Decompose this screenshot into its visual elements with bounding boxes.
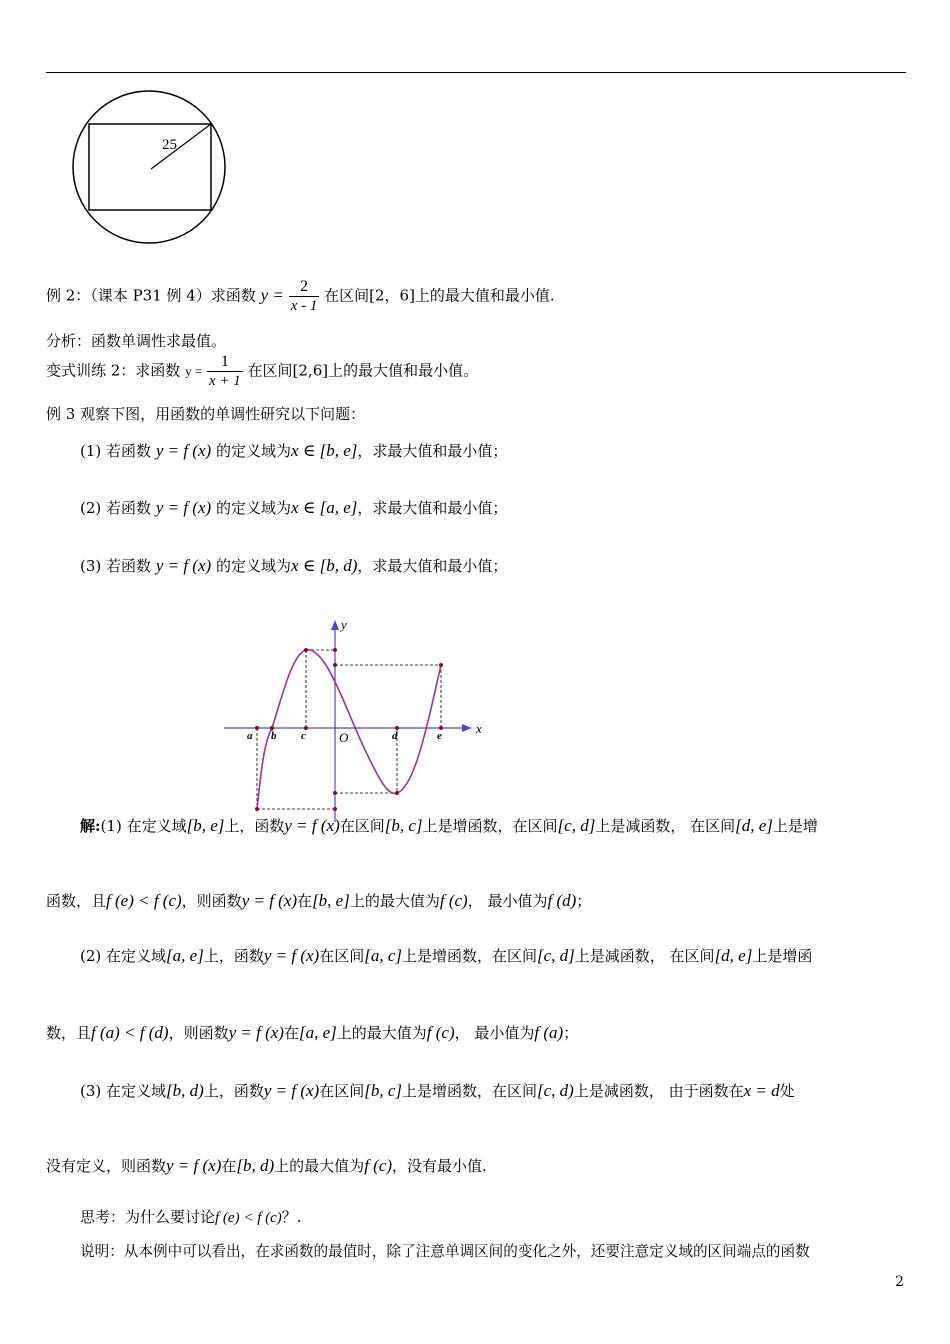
radius-line (151, 124, 211, 169)
math-run: [a, c] (364, 946, 402, 965)
text-run: ？. (281, 1208, 302, 1226)
text-run: 上是增函数，在区间 (401, 947, 537, 965)
solution-3-line-1 (80, 1080, 795, 1101)
math-run: [d, e] (735, 816, 773, 835)
math-run: [c, d] (557, 816, 596, 835)
note-line: 说明：从本例中可以看出，在求函数的最值时，除了注意单调区间的变化之外，还要注意定义域的区间端点的函数 (80, 1243, 810, 1260)
math-run: x = d (743, 1081, 780, 1100)
text-run: (1) 在定义域 (100, 817, 187, 835)
math-run: y = f (x) (228, 1023, 284, 1042)
example-3-line: 例 3 观察下图，用函数的单调性研究以下问题： (46, 405, 366, 423)
math-run: f (c) (426, 1023, 455, 1042)
solution-1-line-1 (80, 815, 818, 836)
math-run: [c, d) (537, 1081, 574, 1100)
text-run: 上，函数 (224, 817, 285, 835)
math-run: f (c) (364, 1156, 393, 1175)
text-run: ； (563, 1024, 579, 1042)
solution-1-line-2 (46, 890, 591, 911)
origin-label: O (339, 730, 349, 745)
x-label-c: c (301, 730, 306, 742)
cubic-function-graph (220, 612, 500, 827)
text-run: ， 最小值为 (467, 892, 548, 910)
function-expr: y = f (x) (155, 441, 212, 460)
text-run: 上是减函数， 由于函数在 (573, 1082, 744, 1100)
question-3 (80, 555, 507, 576)
math-run: [b, e] (186, 816, 225, 835)
text-run: 数，且 (46, 1024, 92, 1042)
text-run: 上是增函 (752, 947, 813, 965)
analysis-line: 分析：函数单调性求最值。 (46, 332, 227, 350)
fraction-denominator: x - 1 (290, 298, 318, 314)
inscribed-rectangle (89, 124, 211, 210)
think-line (80, 1206, 302, 1227)
question-2 (80, 497, 507, 518)
variant-tail: 在区间[2,6]上的最大值和最小值。 (247, 361, 479, 380)
example-2-y: y = (260, 285, 284, 305)
solution-3-line-2 (46, 1155, 487, 1176)
radius-label: 25 (162, 137, 177, 153)
y-axis-label: y (341, 617, 347, 632)
circle (73, 91, 225, 243)
fraction-numerator: 2 (289, 278, 320, 297)
text-run: 在 (221, 1157, 237, 1175)
math-run: [b, e] (312, 891, 350, 910)
text-run: 没有定义，则函数 (46, 1157, 167, 1175)
math-run: [d, e] (714, 946, 753, 965)
text-run: 处 (779, 1082, 795, 1100)
text-run: ， 最小值为 (454, 1024, 535, 1042)
text-run: 上的最大值为 (336, 1024, 427, 1042)
domain-expr: x ∈ [b, d) (290, 556, 358, 575)
text-run: ，则函数 (168, 1024, 229, 1042)
solution-2-line-1 (80, 945, 812, 966)
key-points (255, 648, 443, 811)
domain-expr: x ∈ [a, e] (290, 498, 358, 517)
question-1 (80, 440, 507, 461)
math-run: f (e) < f (c) (215, 1210, 282, 1226)
solution-2-line-2 (46, 1022, 578, 1043)
math-run: f (a) < f (d) (91, 1023, 169, 1042)
text-run: 上是增函数，在区间 (401, 1082, 537, 1100)
text-run: 上的最大值为 (349, 892, 440, 910)
math-run: y = f (x) (263, 946, 320, 965)
math-run: f (e) < f (c) (106, 891, 182, 910)
x-label-b: b (271, 730, 277, 742)
text-run: ； (576, 892, 592, 910)
question-tail: ，求最大值和最小值； (357, 442, 508, 460)
text-run: 上，函数 (203, 947, 264, 965)
variant-y: y = (185, 363, 203, 379)
math-run: [b, c] (364, 1081, 402, 1100)
math-run: y = f (x) (263, 1081, 320, 1100)
text-run: 在 (283, 1024, 299, 1042)
math-run: [a, e] (166, 946, 204, 965)
math-run: y = f (x) (166, 1156, 222, 1175)
text-run: 函数，且 (46, 892, 107, 910)
function-expr: y = f (x) (155, 498, 212, 517)
fraction-numerator: 1 (207, 353, 243, 372)
header-rule (46, 72, 906, 73)
domain-expr: x ∈ [b, e] (290, 441, 358, 460)
math-run: [b, d) (166, 1081, 204, 1100)
text-run: 在区间 (319, 1082, 365, 1100)
text-run: 上的最大值为 (274, 1157, 365, 1175)
text-run: (2) 在定义域 (80, 947, 167, 965)
math-run: f (a) (534, 1023, 564, 1042)
x-label-a: a (247, 730, 253, 742)
y-axis-arrow (331, 620, 339, 630)
question-mid: 的定义域为 (215, 442, 291, 460)
math-run: [c, d] (537, 946, 575, 965)
question-tail: ，求最大值和最小值； (357, 557, 508, 575)
example-2-tail: 在区间[2，6]上的最大值和最小值. (324, 286, 555, 305)
text-run: ，则函数 (181, 892, 242, 910)
math-run: [b, c] (384, 816, 423, 835)
text-run: 上是增函数，在区间 (422, 817, 558, 835)
question-mid: 的定义域为 (215, 557, 291, 575)
text-run: 思考：为什么要讨论 (80, 1208, 216, 1226)
question-label: (3) 若函数 (80, 557, 152, 575)
math-run: y = f (x) (241, 891, 298, 910)
math-run: y = f (x) (284, 816, 340, 835)
math-run: f (d) (547, 891, 577, 910)
circle-rectangle-figure (70, 88, 230, 248)
question-tail: ，求最大值和最小值； (357, 499, 508, 517)
variant-fraction (207, 353, 243, 390)
variant-line (46, 353, 478, 390)
text-run: 在 (297, 892, 313, 910)
example-2-line (46, 278, 555, 315)
x-axis-label: x (476, 721, 482, 736)
function-curve (257, 650, 441, 809)
page-number: 2 (895, 1274, 904, 1290)
variant-lead: 变式训练 2：求函数 (46, 361, 181, 380)
example-2-fraction (289, 278, 320, 315)
question-mid: 的定义域为 (215, 499, 291, 517)
function-expr: y = f (x) (155, 556, 212, 575)
solution-head: 解: (80, 817, 101, 835)
x-axis-arrow (462, 724, 472, 732)
text-run: 在区间 (339, 817, 385, 835)
question-label: (2) 若函数 (80, 499, 152, 517)
math-run: f (c) (439, 891, 468, 910)
text-run: (3) 在定义域 (80, 1082, 167, 1100)
math-run: [a, e] (298, 1023, 337, 1042)
fraction-denominator: x + 1 (208, 373, 241, 389)
x-label-e: e (437, 730, 442, 742)
example-2-lead: 例 2：（课本 P31 例 4）求函数 (46, 286, 256, 305)
question-label: (1) 若函数 (80, 442, 152, 460)
text-run: 在区间 (319, 947, 365, 965)
text-run: 上是减函数， 在区间 (595, 817, 736, 835)
text-run: ，没有最小值. (392, 1157, 487, 1175)
x-label-d: d (392, 730, 398, 742)
text-run: 上，函数 (203, 1082, 264, 1100)
guide-lines (257, 650, 441, 809)
math-run: [b, d) (236, 1156, 275, 1175)
text-run: 上是减函数， 在区间 (574, 947, 715, 965)
text-run: 上是增 (772, 817, 818, 835)
